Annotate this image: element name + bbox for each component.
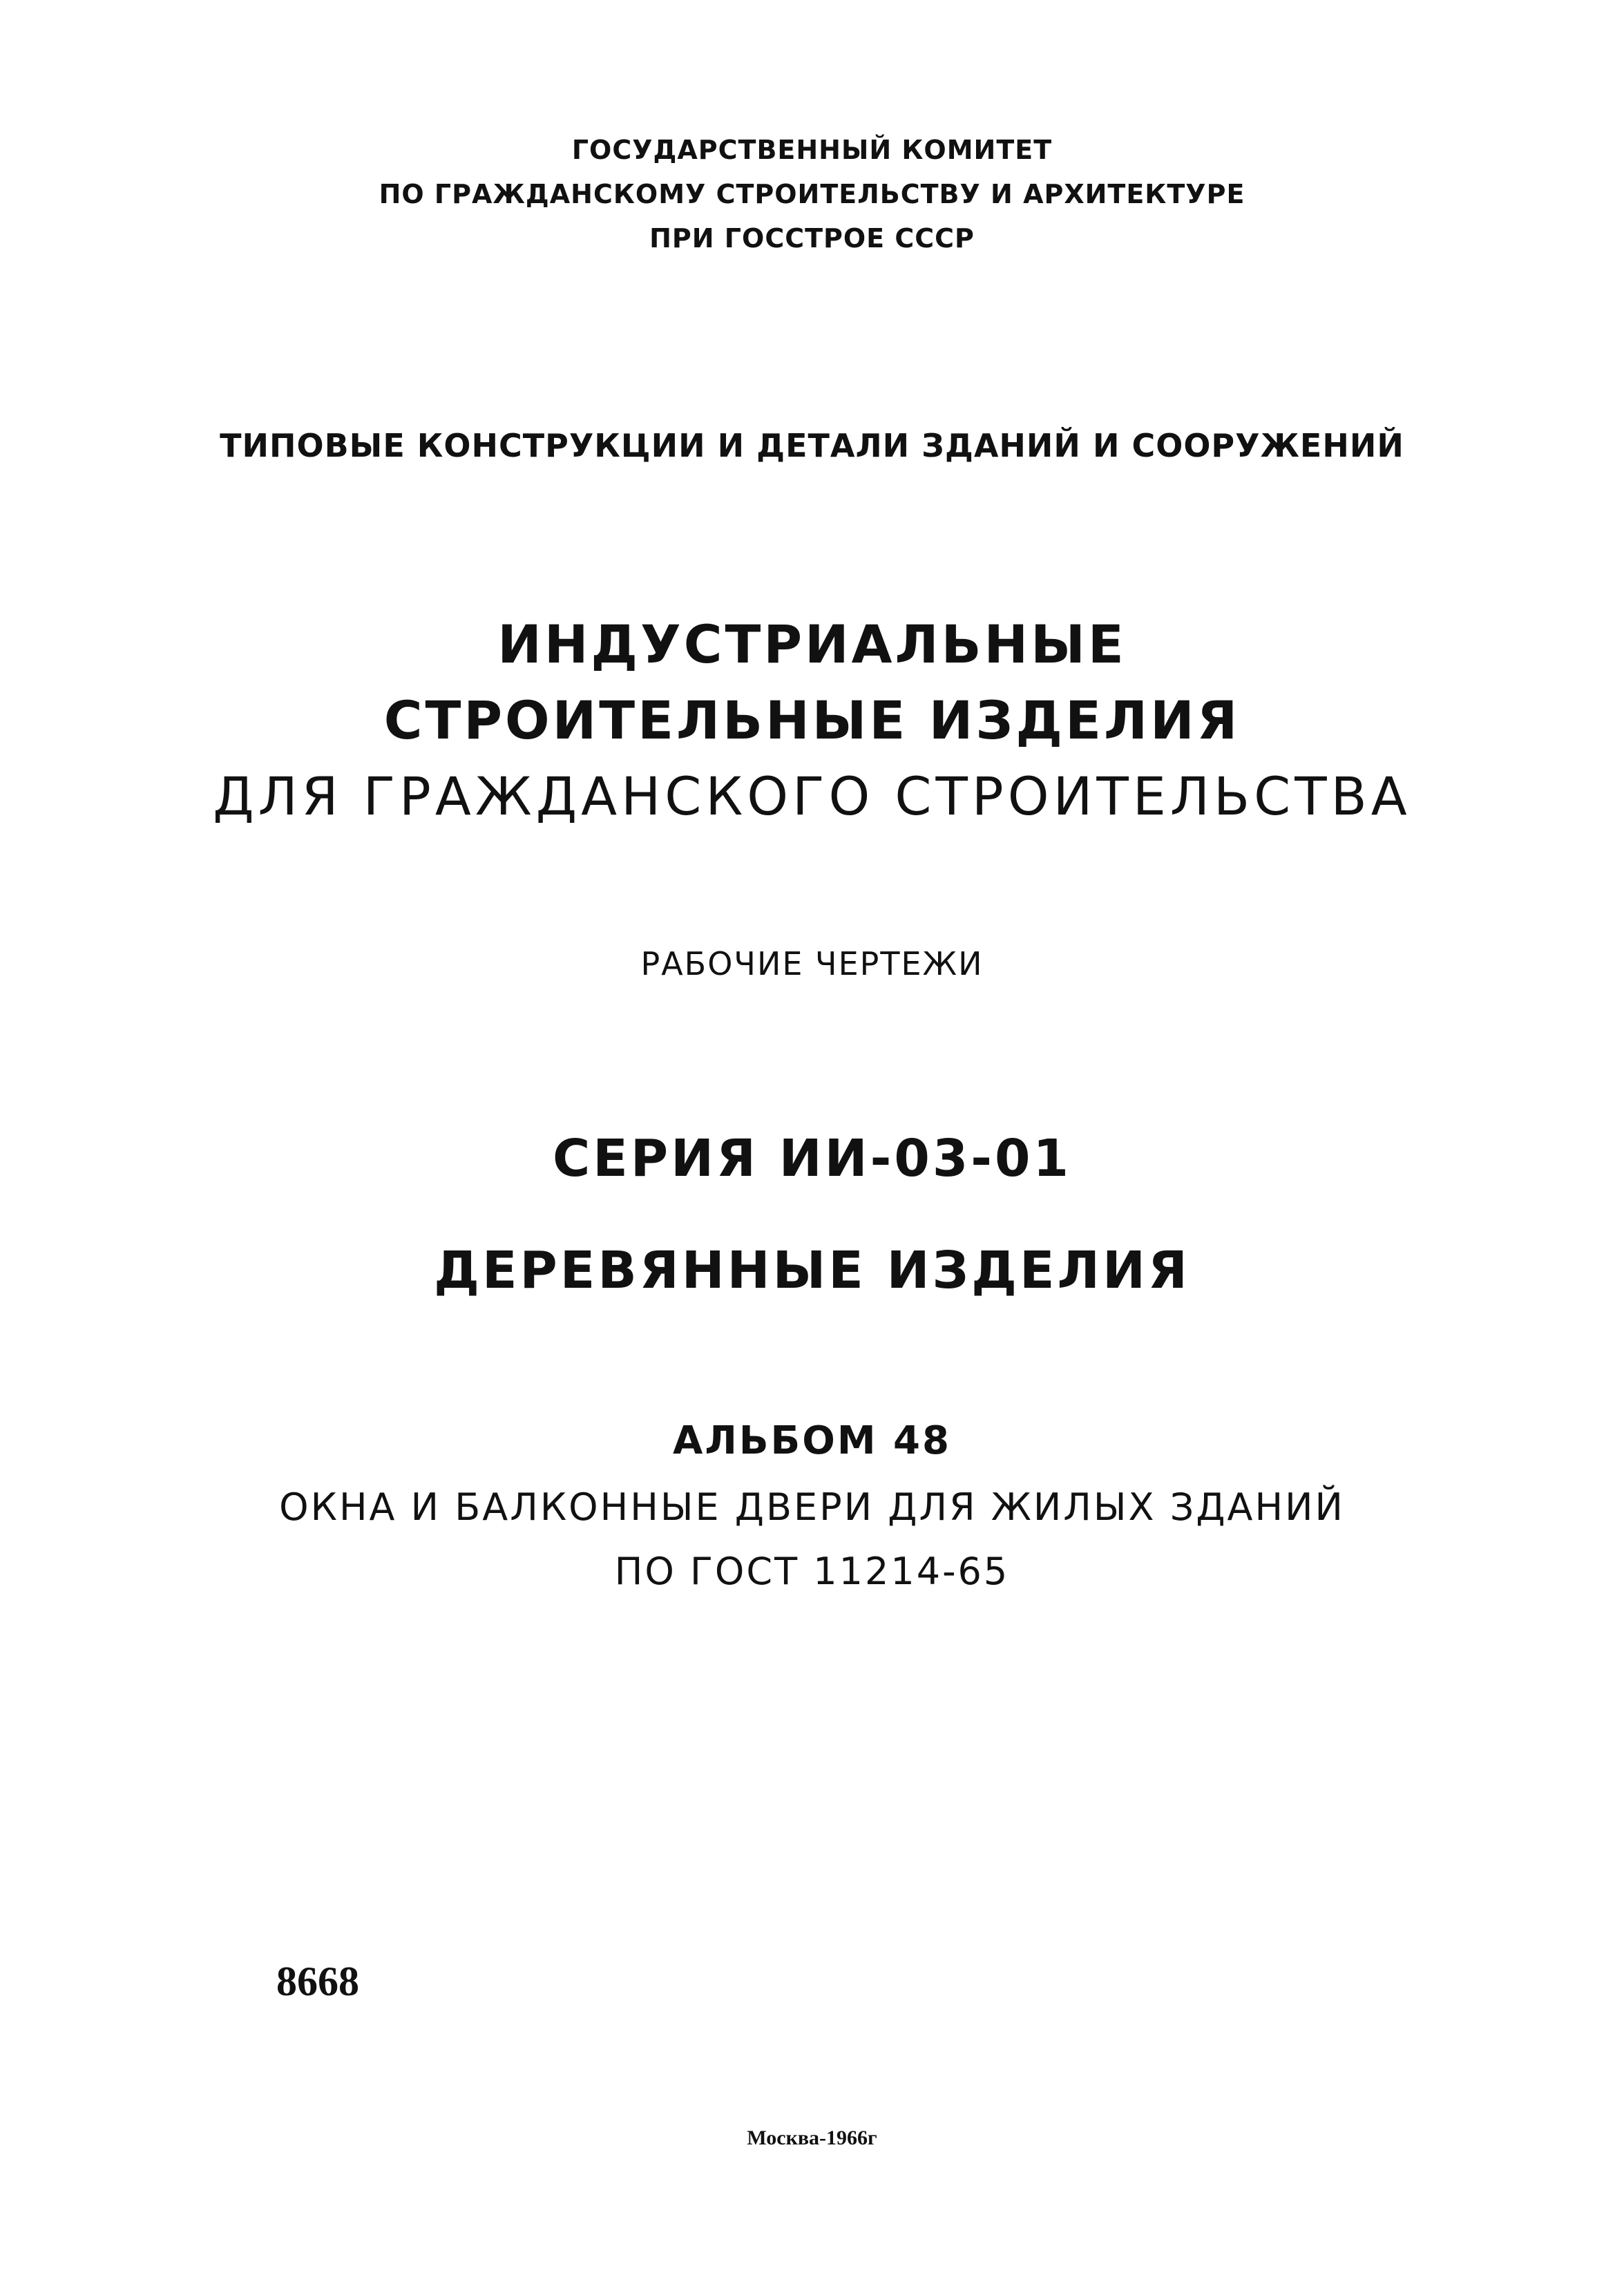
title-line-2: СТРОИТЕЛЬНЫЕ ИЗДЕЛИЯ (383, 689, 1241, 751)
authority-line-1: ГОСУДАРСТВЕННЫЙ КОМИТЕТ (571, 135, 1053, 165)
album-description-line-2: ПО ГОСТ 11214-65 (614, 1550, 1010, 1593)
authority-line-2: ПО ГРАЖДАНСКОМУ СТРОИТЕЛЬСТВУ И АРХИТЕКТУРЕ (379, 179, 1245, 209)
album-label: АЛЬБОМ 48 (673, 1418, 951, 1463)
album-description-line-1: ОКНА И БАЛКОННЫЕ ДВЕРИ ДЛЯ ЖИЛЫХ ЗДАНИЙ (279, 1485, 1345, 1529)
imprint: Москва-1966г (747, 2126, 877, 2149)
series-subject: ДЕРЕВЯННЫЕ ИЗДЕЛИЯ (434, 1241, 1190, 1300)
subtitle: РАБОЧИЕ ЧЕРТЕЖИ (640, 945, 984, 982)
series-name: СЕРИЯ ИИ-03-01 (552, 1129, 1071, 1188)
document-number: 8668 (276, 1959, 359, 2004)
title-line-3: ДЛЯ ГРАЖДАНСКОГО СТРОИТЕЛЬСТВА (213, 765, 1411, 827)
authority-line-3: ПРИ ГОССТРОЕ СССР (649, 223, 975, 254)
collection-title: ТИПОВЫЕ КОНСТРУКЦИИ И ДЕТАЛИ ЗДАНИЙ И СООРУЖЕНИЙ (220, 427, 1404, 464)
title-line-1: ИНДУСТРИАЛЬНЫЕ (497, 613, 1127, 675)
